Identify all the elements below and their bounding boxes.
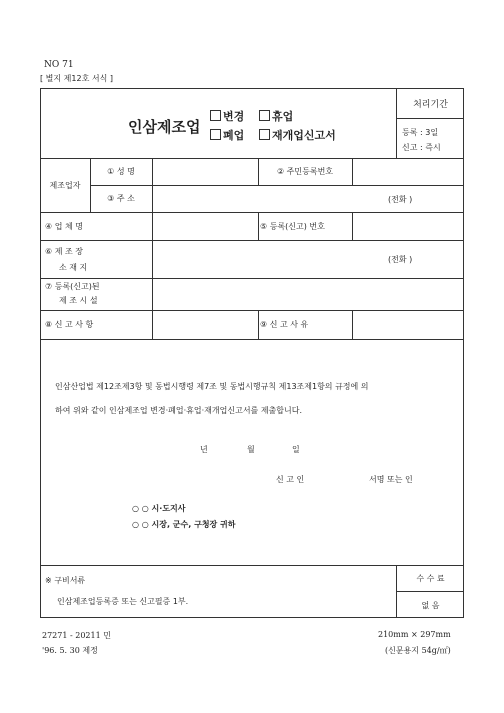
option-reopen[interactable]: 재개업신고서 [259,127,336,143]
fee-value: 없 음 [421,600,440,610]
registration-number-label: ⑤ 등록(신고) 번호 [260,222,325,231]
name-field[interactable] [154,160,256,183]
facility-label: ⑦ 등록(신고)된 [45,282,100,291]
address-label: ③ 주 소 [107,194,135,203]
factory-location-field[interactable] [154,242,384,276]
report-items-field[interactable] [154,312,256,337]
date-year: 년 [200,445,208,454]
business-name-field[interactable] [154,214,256,238]
form-title: 인삼제조업 [128,118,201,136]
footer-paper: (신문용지 54g/㎡) [385,646,451,655]
report-reason-label: ⑨ 신 고 사 유 [260,320,309,329]
reporter-label: 신 고 인 [276,475,305,484]
option-suspend[interactable]: 휴업 [259,108,293,124]
form-reference: [ 별지 제12호 서식 ] [40,74,113,83]
footer-code: 27271 - 20211 민 [42,631,111,640]
statement-line-2: 하여 위와 같이 인삼제조업 변경·폐업·휴업·재개업신고서를 제출합니다. [55,406,302,415]
date-day: 일 [292,445,300,454]
report-reason-field[interactable] [354,312,462,337]
form-number: NO 71 [44,60,74,70]
checkbox-icon [210,110,221,121]
resident-id-field[interactable] [354,160,462,183]
name-label: ① 성 명 [107,167,135,176]
business-name-label: ④ 업 체 명 [45,222,83,231]
processing-registration: 등록 : 3일 [402,128,439,137]
footer-size: 210mm × 297mm [378,630,451,639]
statement-line-1: 인삼산업법 제12조제3항 및 동법시행령 제7조 및 동법시행규칙 제13조제1항의 규정에 의 [55,382,369,391]
address-field[interactable] [154,187,384,210]
facility-field[interactable] [154,280,462,308]
registration-number-field[interactable] [354,214,462,238]
fee-label: 수 수 료 [416,574,445,583]
processing-report: 신고 : 즉시 [402,143,441,152]
addressee-governor: ○ ○ 시·도지사 [132,504,186,513]
manufacturer-label: 제조업자 [49,180,81,190]
address-phone: (전화 ) [388,195,413,204]
addressee-mayor: ○ ○ 시장, 군수, 구청장 귀하 [132,520,236,529]
required-documents-label: ※ 구비서류 [45,576,86,585]
date-month: 월 [247,445,255,454]
factory-location-label-2: 소 재 지 [59,263,88,272]
option-close[interactable]: 폐업 [210,127,244,143]
report-items-label: ⑧ 신 고 사 항 [45,320,94,329]
footer-date: '96. 5. 30 제정 [42,646,98,655]
factory-location-label: ⑥ 제 조 장 [45,247,83,256]
processing-period-label: 처리기간 [413,100,448,110]
checkbox-icon [259,110,270,121]
factory-phone: (전화 ) [388,255,413,264]
checkbox-icon [259,129,270,140]
required-documents-item: 인삼제조업등록증 또는 신고필증 1부. [57,597,189,606]
option-change[interactable]: 변경 [210,108,244,124]
facility-label-2: 제 조 시 설 [59,296,98,305]
signature-label: 서명 또는 인 [369,475,413,484]
resident-id-label: ② 주민등록번호 [276,167,334,176]
checkbox-icon [210,129,221,140]
